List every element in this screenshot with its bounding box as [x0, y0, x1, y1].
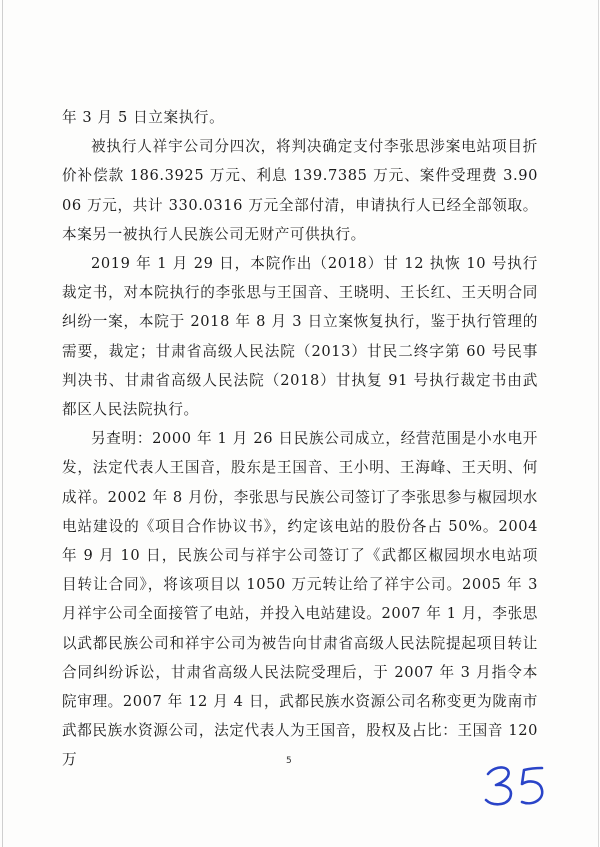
scan-edge-right	[598, 0, 599, 847]
handwritten-page-mark	[482, 760, 562, 812]
page-number: 5	[286, 756, 292, 766]
paragraph-payment: 被执行人祥宇公司分四次，将判决确定支付李张思涉案电站项目折价补偿款 186.3925 万元、利息 139.7385 万元、案件受理费 3.9006 万元，共计 330.0316 万元全部付清，申请执行人已经全部领取。本案另一被执行人民族公司无财产可供执行。	[62, 138, 538, 243]
paragraph-further-findings: 另查明：2000 年 1 月 26 日民族公司成立，经营范围是小水电开发，法定代表人王国音，股东是王国音、王小明、王海峰、王天明、何成祥。2002 年 8 月份，李张思与民族公司签订了李张思参与椒园坝水电站建设的《项目合作协议书》，约定该电站的股份各占 50%。2004 年 9 月 10 日，民族公司与祥宇公司签订了《武都区椒园坝水电站项目转让合同》，将该项目以 1050 万元转让给了祥宇公司。2005 年 3 月祥宇公司全面接管了电站，并投入电站建设。2007 年 1 月，李张思以武都民族公司和祥宇公司为被告向甘肃省高级人民法院提起项目转让合同纠纷诉讼，甘肃省高级人民法院受理后，于 2007 年 3 月指令本院审理。2007 年 12 月 4 日，武都民族水资源公司名称变更为陇南市武都民族水资源公司，法定代表人为王国音，股权及占比：王国音 120 万	[62, 430, 538, 769]
paragraph-ruling: 2019 年 1 月 29 日，本院作出（2018）甘 12 执恢 10 号执行裁定书，对本院执行的李张思与王国音、王晓明、王长红、王天明合同纠纷一案，本院于 2018 年 8 月 3 日立案恢复执行，鉴于执行管理的需要，裁定；甘肃省高级人民法院（2013）甘民二终字第 60 号民事判决书、甘肃省高级人民法院（2018）甘执复 91 号执行裁定书由武都区人民法院执行。	[62, 255, 538, 419]
scan-edge-left	[2, 0, 3, 847]
document-body	[62, 103, 538, 775]
paragraph-continuation: 年 3 月 5 日立案执行。	[62, 109, 225, 126]
